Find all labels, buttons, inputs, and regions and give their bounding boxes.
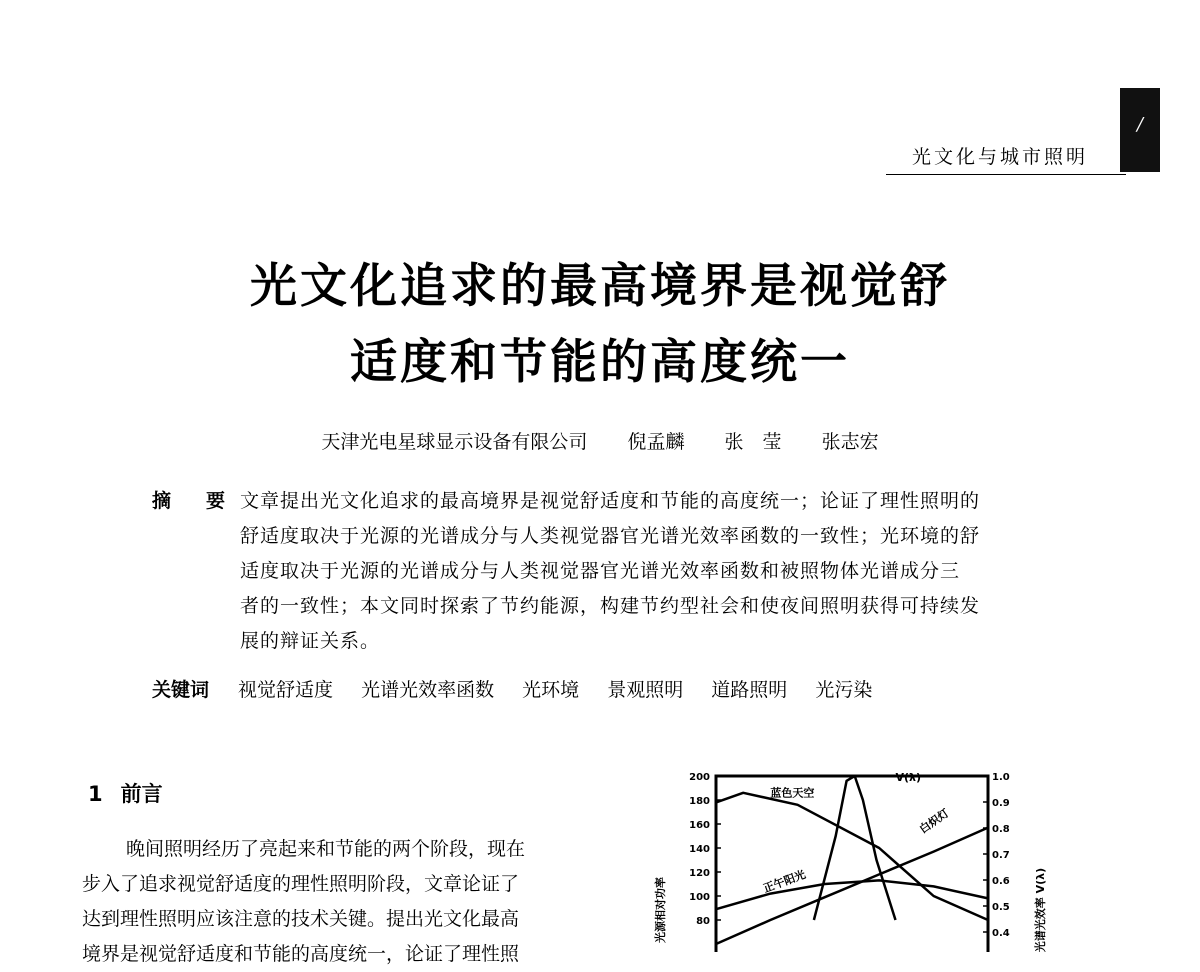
- y2-tick-label: 0.4: [992, 928, 1010, 939]
- series-labels: [761, 771, 951, 895]
- y-tick-label: 160: [689, 820, 710, 831]
- section-heading: [88, 778, 163, 808]
- page-number: /: [1137, 114, 1144, 135]
- y2-axis-label: 光谱光效率 V(λ): [1034, 867, 1047, 952]
- running-header: 光文化与城市照明: [911, 146, 1088, 168]
- article-title-line-1: 光文化追求的最高境界是视觉舒: [250, 259, 950, 314]
- abstract-line: 舒适度取决于光源的光谱成分与人类视觉器官光谱光效率函数的一致性；光环境的舒: [240, 525, 981, 547]
- abstract-text: [240, 484, 1028, 659]
- header-rule: [886, 174, 1126, 175]
- page-tab: [1120, 88, 1160, 172]
- y2-tick-label: 0.8: [992, 824, 1010, 835]
- keyword: 道路照明: [711, 679, 788, 701]
- organization: 天津光电星球显示设备有限公司: [321, 431, 588, 453]
- affiliation: [0, 427, 1200, 454]
- keyword: 景观照明: [607, 679, 684, 701]
- y-axis-label: 光源相对功率: [654, 877, 667, 943]
- series-layer: [716, 776, 988, 944]
- abstract-line: 适度取决于光源的光谱成分与人类视觉器官光谱光效率函数和被照物体光谱成分三: [240, 560, 961, 582]
- author: 倪孟麟: [627, 431, 685, 453]
- series-label: 蓝色天空: [770, 786, 815, 800]
- abstract-line: 展的辩证关系。: [240, 630, 381, 652]
- keywords-label: 关键词: [152, 679, 210, 701]
- y2-tick-label: 0.5: [992, 902, 1010, 913]
- author: 张志宏: [821, 431, 879, 453]
- body-line: 步入了追求视觉舒适度的理性照明阶段，文章论证了: [82, 873, 520, 895]
- y-tick-label: 140: [689, 844, 710, 855]
- y2-tick-label: 0.7: [992, 850, 1010, 861]
- keyword: 光环境: [522, 679, 580, 701]
- author: 张 莹: [724, 431, 782, 453]
- spectral-chart: [640, 760, 1060, 952]
- keyword: 光谱光效率函数: [361, 679, 495, 701]
- y-tick-label: 120: [689, 868, 710, 879]
- keyword: 视觉舒适度: [238, 679, 334, 701]
- series-line: [716, 828, 988, 944]
- section-title: 前言: [120, 782, 163, 806]
- abstract-line: 文章提出光文化追求的最高境界是视觉舒适度和节能的高度统一；论证了理性照明的: [240, 490, 981, 512]
- y2-tick-label: 1.0: [992, 772, 1010, 783]
- y-tick-label: 200: [689, 772, 710, 783]
- section-number: 1: [88, 782, 103, 806]
- series-label: V(λ): [895, 770, 922, 784]
- series-label: 正午阳光: [761, 867, 808, 896]
- body-line: 达到理性照明应该注意的技术关键。提出光文化最高: [82, 908, 520, 930]
- keyword: 光污染: [815, 679, 873, 701]
- abstract-label: 摘 要: [152, 490, 234, 512]
- body-line: 境界是视觉舒适度和节能的高度统一，论证了理性照: [82, 943, 520, 965]
- y2-tick-label: 0.6: [992, 876, 1010, 887]
- y-tick-label: 80: [696, 916, 710, 927]
- body-text: [82, 832, 574, 972]
- y2-tick-label: 0.9: [992, 798, 1010, 809]
- abstract-line: 者的一致性；本文同时探索了节约能源，构建节约型社会和使夜间照明获得可持续发: [240, 595, 981, 617]
- article-title-line-2: 适度和节能的高度统一: [350, 335, 850, 390]
- keywords-list: [238, 675, 894, 702]
- y-tick-label: 180: [689, 796, 710, 807]
- body-line: 晚间照明经历了亮起来和节能的两个阶段，现在: [126, 838, 526, 860]
- series-label: 白炽灯: [916, 806, 952, 837]
- y-tick-label: 100: [689, 892, 710, 903]
- series-line: [814, 776, 896, 920]
